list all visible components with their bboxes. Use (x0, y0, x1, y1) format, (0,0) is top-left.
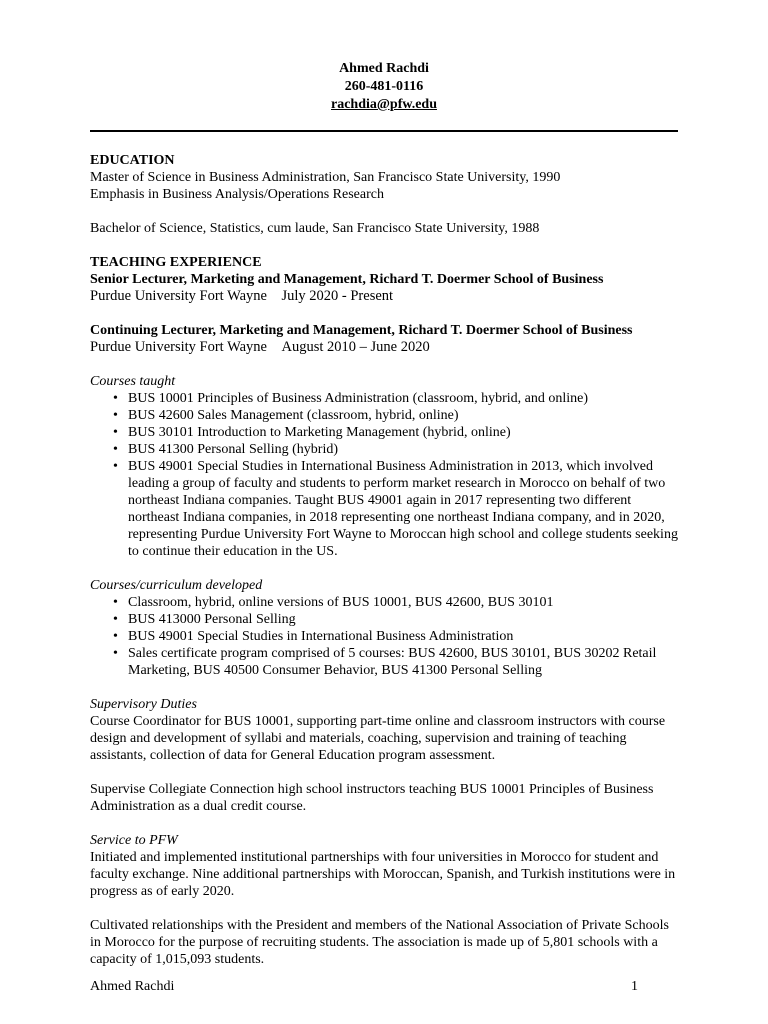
job-place-dates (90, 288, 678, 305)
footer-name: Ahmed Rachdi (90, 979, 175, 994)
courses-taught-heading: Courses taught (90, 374, 176, 389)
list-item: • BUS 30101 Introduction to Marketing Management (hybrid, online) (128, 424, 678, 441)
list-item: • BUS 42600 Sales Management (classroom, hybrid, online) (128, 407, 678, 424)
list-item: • BUS 10001 Principles of Business Administration (classroom, hybrid, and online) (128, 390, 678, 407)
list-item: • BUS 41300 Personal Selling (hybrid) (128, 441, 678, 458)
applicant-email[interactable]: rachdia@pfw.edu (331, 97, 437, 112)
job-title: Senior Lecturer, Marketing and Management, Richard T. Doermer School of Business (90, 272, 604, 287)
teaching-heading: TEACHING EXPERIENCE (90, 255, 262, 270)
curriculum-list (90, 594, 678, 679)
education-line: Emphasis in Business Analysis/Operations Research (90, 187, 384, 202)
page-number: 1 (631, 979, 638, 994)
education-bachelor: Bachelor of Science, Statistics, cum laude, San Francisco State University, 1988 (90, 221, 540, 236)
job-place: Purdue University Fort Wayne (90, 339, 267, 355)
supervisory-paragraph: Supervise Collegiate Connection high school instructors teaching BUS 10001 Principles of Business Administration as a dual credit course. (90, 782, 654, 814)
service-paragraph: Initiated and implemented institutional partnerships with four universities in Morocco for student and faculty exchange. Nine additional partnerships with Moroccan, Spanish, and Turkish institutions were in progress as of early 2020. (90, 850, 676, 899)
job-place-dates (90, 339, 678, 356)
contact-header (0, 60, 768, 114)
education-line: Master of Science in Business Administration, San Francisco State University, 1990 (90, 170, 561, 185)
list-item: • Classroom, hybrid, online versions of BUS 10001, BUS 42600, BUS 30101 (128, 594, 678, 611)
service-paragraph: Cultivated relationships with the President and members of the National Association of Private Schools in Morocco for the purpose of recruiting students. The association is made up of 5,801 schools with a capacity of 1,015,093 students. (90, 918, 669, 967)
supervisory-paragraph: Course Coordinator for BUS 10001, supporting part-time online and classroom instructors with course design and development of syllabi and materials, coaching, supervision and training of teaching assistants, collection of data for General Education program assessment. (90, 714, 666, 763)
curriculum-heading: Courses/curriculum developed (90, 578, 263, 593)
supervisory-heading: Supervisory Duties (90, 697, 197, 712)
header-divider (90, 130, 678, 132)
job-dates: August 2010 – June 2020 (281, 339, 430, 355)
applicant-name: Ahmed Rachdi (339, 61, 429, 76)
list-item: • BUS 49001 Special Studies in International Business Administration in 2013, which involved leading a group of faculty and students to perform market research in Morocco on behalf of two northeast Indiana companies. Taught BUS 49001 again in 2017 representing two different northeast Indiana companies, in 2018 representing one northeast Indiana company, and in 2020, representing Purdue University Fort Wayne to Moroccan high school and college students seeking to continue their education in the US. (128, 458, 678, 560)
job-dates: July 2020 - Present (281, 288, 394, 304)
applicant-phone: 260-481-0116 (344, 79, 424, 94)
list-item: • BUS 413000 Personal Selling (128, 611, 678, 628)
education-heading: EDUCATION (90, 153, 175, 168)
resume-body (90, 152, 678, 968)
list-item: • Sales certificate program comprised of 5 courses: BUS 42600, BUS 30101, BUS 30202 Retail Marketing, BUS 40500 Consumer Behavior, BUS 41300 Personal Selling (128, 645, 678, 679)
courses-taught-list (90, 390, 678, 560)
service-heading: Service to PFW (90, 833, 178, 848)
job-title: Continuing Lecturer, Marketing and Management, Richard T. Doermer School of Business (90, 323, 633, 338)
list-item: • BUS 49001 Special Studies in International Business Administration (128, 628, 678, 645)
job-place: Purdue University Fort Wayne (90, 288, 267, 304)
